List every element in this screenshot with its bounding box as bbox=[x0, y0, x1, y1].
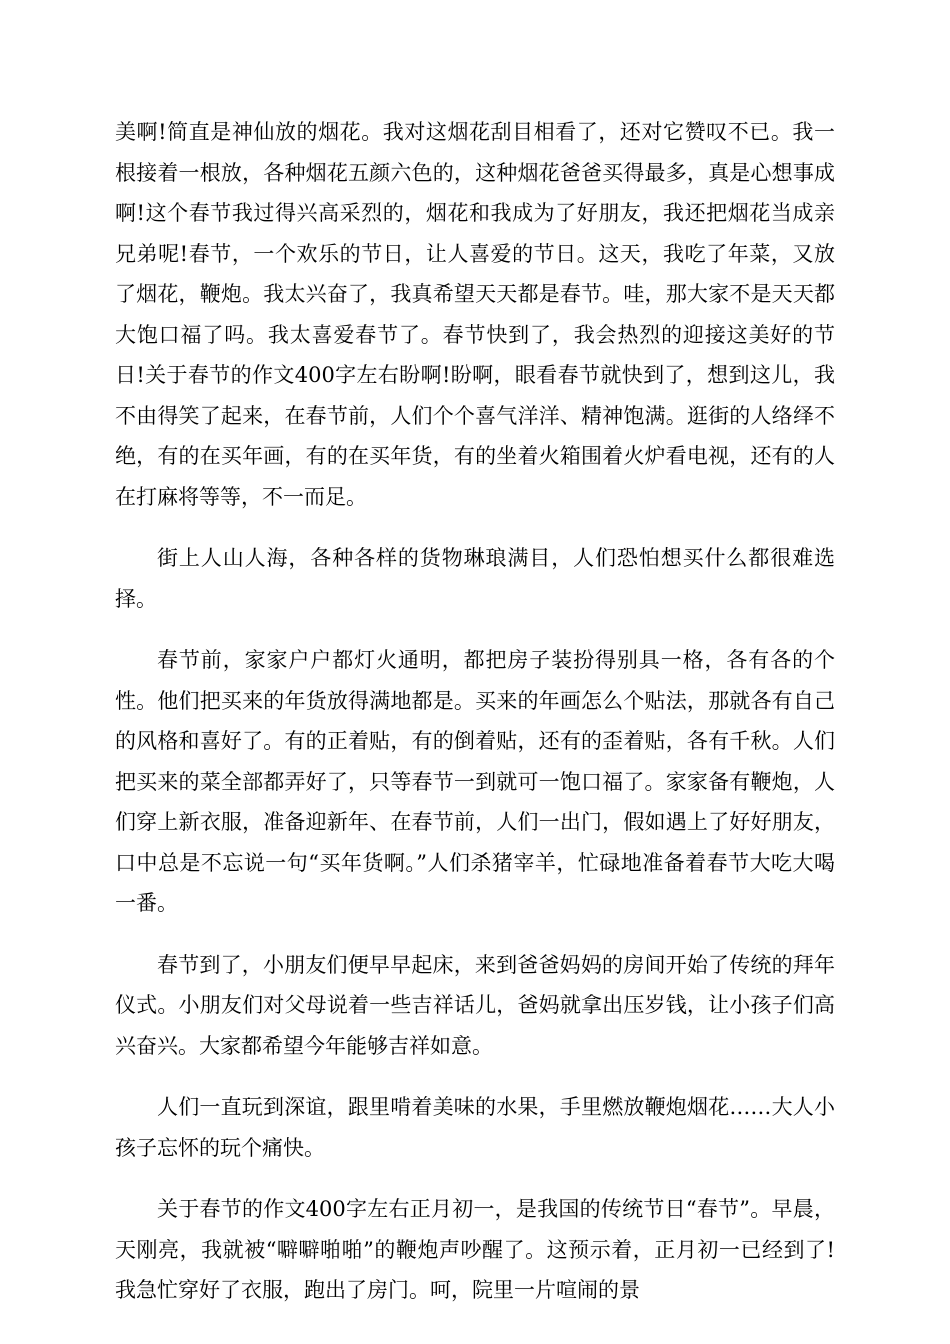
paragraph-3: 春节前，家家户户都灯火通明，都把房子装扮得别具一格，各有各的个性。他们把买来的年货放得满地都是。买来的年画怎么个贴法，那就各有自己的风格和喜好了。有的正着贴，有的倒着贴，还有的歪着贴，各有千秋。人们把买来的菜全部都弄好了，只等春节一到就可一饱口福了。家家备有鞭炮，人们穿上新衣服，准备迎新年、在春节前，人们一出门，假如遇上了好好朋友，口中总是不忘说一句“买年货啊。”人们杀猪宰羊，忙碌地准备着春节大吃大喝一番。 bbox=[115, 648, 835, 915]
paragraph-6: 关于春节的作文400字左右正月初一，是我国的传统节日“春节”。早晨，天刚亮，我就被“噼噼啪啪”的鞭炮声吵醒了。这预示着，正月初一已经到了!我急忙穿好了衣服，跑出了房门。呵，院里一片喧闹的景 bbox=[115, 1197, 835, 1302]
paragraph-4: 春节到了，小朋友们便早早起床，来到爸爸妈妈的房间开始了传统的拜年仪式。小朋友们对父母说着一些吉祥话儿，爸妈就拿出压岁钱，让小孩子们高兴奋兴。大家都希望今年能够吉祥如意。 bbox=[115, 952, 835, 1058]
paragraph-5: 人们一直玩到深谊，跟里啃着美味的水果，手里燃放鞭炮烟花……大人小孩子忘怀的玩个痛快。 bbox=[115, 1095, 835, 1160]
paragraph-2: 街上人山人海，各种各样的货物琳琅满目，人们恐怕想买什么都很难选择。 bbox=[115, 546, 835, 611]
paragraph-1: 美啊!简直是神仙放的烟花。我对这烟花刮目相看了，还对它赞叹不已。我一根接着一根放，各种烟花五颜六色的，这种烟花爸爸买得最多，真是心想事成啊!这个春节我过得兴高采烈的，烟花和我成为了好朋友，我还把烟花当成亲兄弟呢!春节，一个欢乐的节日，让人喜爱的节日。这天，我吃了年菜，又放了烟花，鞭炮。我太兴奋了，我真希望天天都是春节。哇，那大家不是天天都大饱口福了吗。我太喜爱春节了。春节快到了，我会热烈的迎接这美好的节日!关于春节的作文400字左右盼啊!盼啊，眼看春节就快到了，想到这儿，我不由得笑了起来，在春节前，人们个个喜气洋洋、精神饱满。逛街的人络绎不绝，有的在买年画，有的在买年货，有的坐着火箱围着火炉看电视，还有的人在打麻将等等，不一而足。 bbox=[115, 120, 835, 509]
document-page bbox=[115, 112, 835, 1311]
